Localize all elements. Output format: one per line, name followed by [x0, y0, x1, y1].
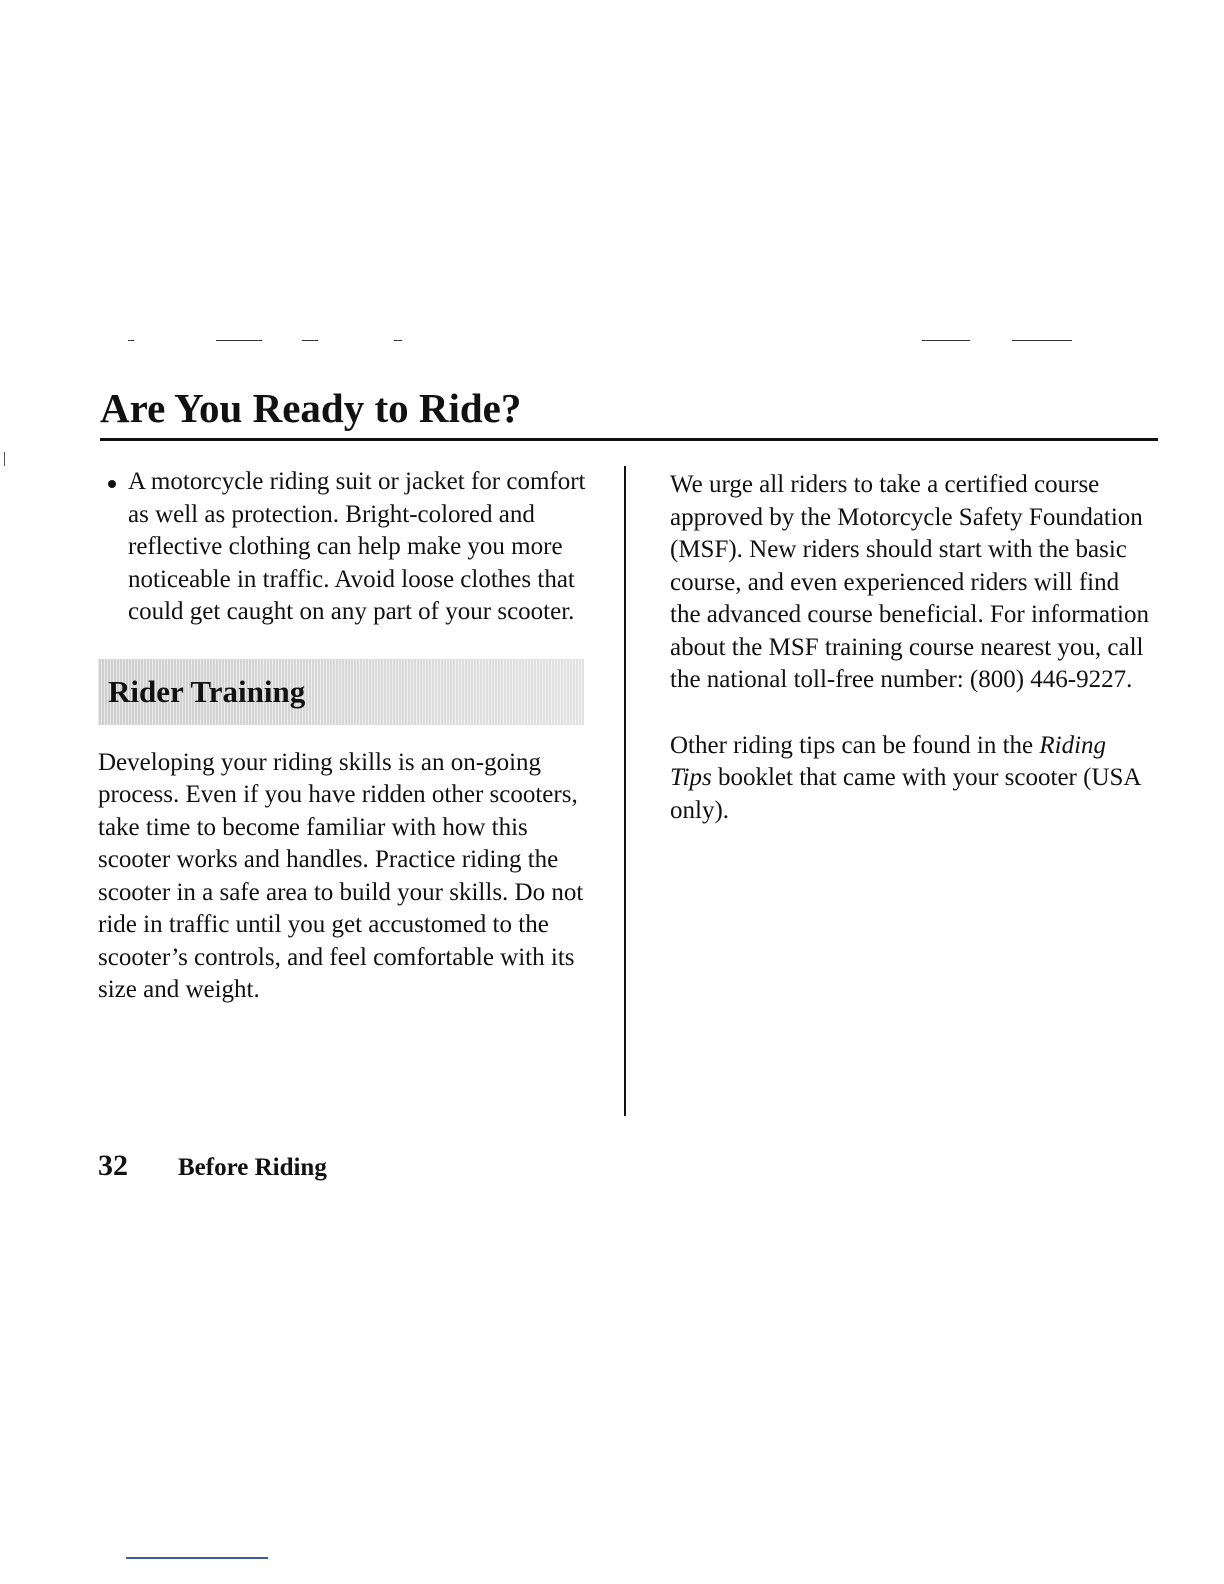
- section-heading: Rider Training: [108, 673, 306, 709]
- bullet-dot-icon: [108, 480, 116, 488]
- column-divider: [624, 466, 626, 1116]
- scan-dash: [128, 340, 134, 341]
- scan-dash: [394, 340, 402, 341]
- riding-tips-title: Riding Tips: [670, 731, 1107, 791]
- scan-dash: [922, 340, 970, 341]
- riding-tips-text-before: Other riding tips can be found in the: [670, 731, 1034, 759]
- bullet-text: A motorcycle riding suit or jacket for comfort as well as protection. Bright-colored and reflective clothing can help make you more noticeable in traffic. Avoid loose clothes that could get caught on any part of your scooter.: [128, 468, 586, 625]
- right-column: [670, 469, 1150, 827]
- title-rule: [100, 438, 1158, 441]
- bullet-item: [98, 466, 588, 629]
- scan-dash: [216, 340, 262, 341]
- footer-section-name: Before Riding: [178, 1154, 327, 1181]
- page-number: 32: [98, 1149, 128, 1182]
- riding-tips-paragraph: [670, 730, 1150, 828]
- page-footer: [98, 1148, 327, 1189]
- bottom-rule: [126, 1557, 268, 1559]
- section-heading-band: [98, 659, 584, 725]
- scan-edge-mark: [4, 452, 5, 466]
- msf-course-paragraph: We urge all riders to take a certified course approved by the Motorcycle Safety Foundation (MSF). New riders should start with the basic course, and even experienced riders will find the advanced course beneficial. For information about the MSF training course nearest you, call the national toll-free number: (800) 446-9227.: [670, 471, 1149, 693]
- scan-dash: [302, 340, 318, 341]
- left-column: [98, 466, 588, 1007]
- scan-dash: [1012, 340, 1072, 341]
- page-title: Are You Ready to Ride?: [100, 385, 522, 431]
- riding-tips-text-after: booklet that came with your scooter (USA only).: [670, 764, 1141, 824]
- rider-training-paragraph: Developing your riding skills is an on-going process. Even if you have ridden other scooters, take time to become familiar with how this scooter works and handles. Practice riding the scooter in a safe area to build your skills. Do not ride in traffic until you get accustomed to the scooter’s controls, and feel comfortable with its size and weight.: [98, 748, 584, 1003]
